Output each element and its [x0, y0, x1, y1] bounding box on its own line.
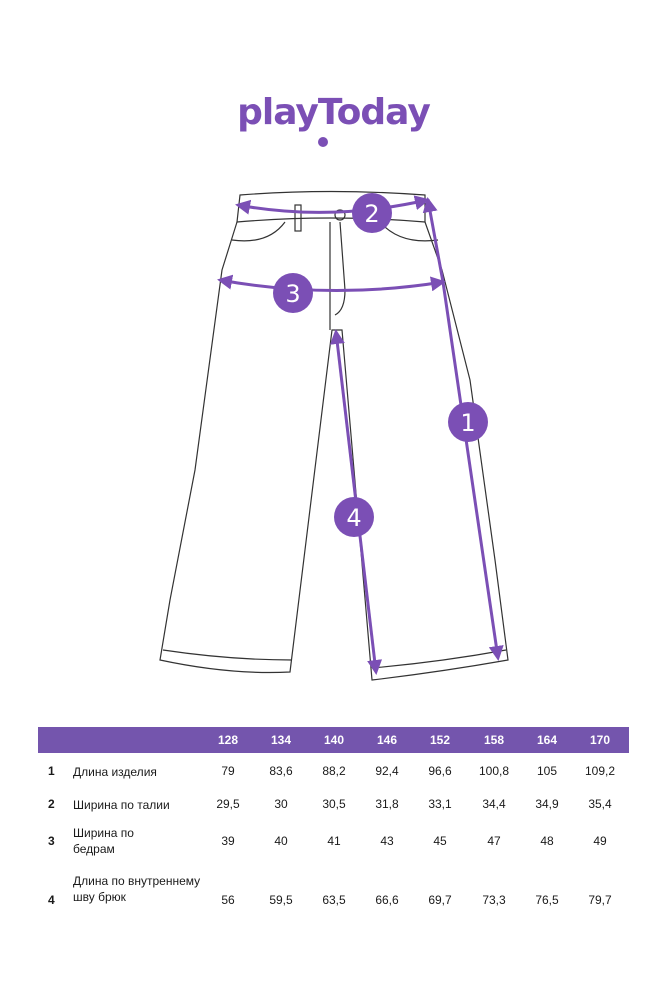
table-cell: 34,4: [482, 797, 506, 811]
table-cell: 29,5: [216, 797, 240, 811]
table-cell: 100,8: [478, 764, 510, 778]
line-waist: [238, 200, 427, 212]
line-hips: [220, 280, 443, 291]
table-header: [38, 727, 629, 753]
table-cell: 33,1: [428, 797, 452, 811]
table-cell: 48: [540, 834, 554, 848]
table-cell: 63,5: [322, 893, 346, 907]
brand-logo: playToday: [237, 92, 430, 133]
table-cell: 30,5: [322, 797, 346, 811]
table-cell: 69,7: [428, 893, 452, 907]
marker-2: [352, 193, 392, 233]
size-table: [38, 727, 629, 933]
marker-4: [334, 497, 374, 537]
table-cell: 88,2: [322, 764, 346, 778]
pocket-right: [380, 222, 438, 241]
table-cell: 76,5: [535, 893, 559, 907]
size-header: 134: [270, 733, 292, 747]
pocket-left: [232, 222, 285, 241]
table-cell: 92,4: [375, 764, 399, 778]
table-cell: 79: [221, 764, 235, 778]
table-row: [38, 873, 629, 933]
table-cell: 35,4: [588, 797, 612, 811]
row-number: 2: [48, 797, 55, 811]
row-number: 1: [48, 764, 55, 778]
size-header: 146: [376, 733, 398, 747]
table-cell: 30: [274, 797, 288, 811]
size-header: 158: [483, 733, 505, 747]
row-name: Ширина по талии: [73, 798, 170, 812]
row-number: 4: [48, 893, 55, 907]
table-cell: 45: [433, 834, 447, 848]
marker-1: [448, 402, 488, 442]
table-cell: 56: [221, 893, 235, 907]
table-cell: 66,6: [375, 893, 399, 907]
table-cell: 47: [487, 834, 501, 848]
marker-3: [273, 273, 313, 313]
table-row: [38, 823, 629, 873]
table-cell: 43: [380, 834, 394, 848]
size-header: 152: [429, 733, 451, 747]
table-cell: 59,5: [269, 893, 293, 907]
hem-line: [163, 650, 506, 668]
table-cell: 79,7: [588, 893, 612, 907]
table-cell: 39: [221, 834, 235, 848]
marker-4-label: 4: [346, 504, 362, 532]
table-cell: 83,6: [269, 764, 293, 778]
row-name: Длина по внутреннему шву брюк: [73, 874, 201, 904]
table-cell: 73,3: [482, 893, 506, 907]
table-cell: 40: [274, 834, 288, 848]
marker-3-label: 3: [285, 280, 301, 308]
size-header: 164: [536, 733, 558, 747]
marker-2-label: 2: [364, 200, 380, 228]
table-cell: 34,9: [535, 797, 559, 811]
marker-1-label: 1: [460, 409, 476, 437]
size-header: 140: [323, 733, 345, 747]
table-cell: 109,2: [584, 764, 616, 778]
table-cell: 31,8: [375, 797, 399, 811]
table-cell: 41: [327, 834, 341, 848]
row-name: Ширина по бедрам: [73, 826, 134, 856]
table-cell: 105: [536, 764, 558, 778]
size-header: 128: [217, 733, 239, 747]
size-header: 170: [589, 733, 611, 747]
table-row: [38, 791, 629, 823]
table-row: [38, 753, 629, 791]
table-cell: 49: [593, 834, 607, 848]
row-number: 3: [48, 834, 55, 848]
table-cell: 96,6: [428, 764, 452, 778]
row-name: Длина изделия: [73, 765, 157, 779]
fly: [330, 222, 345, 330]
